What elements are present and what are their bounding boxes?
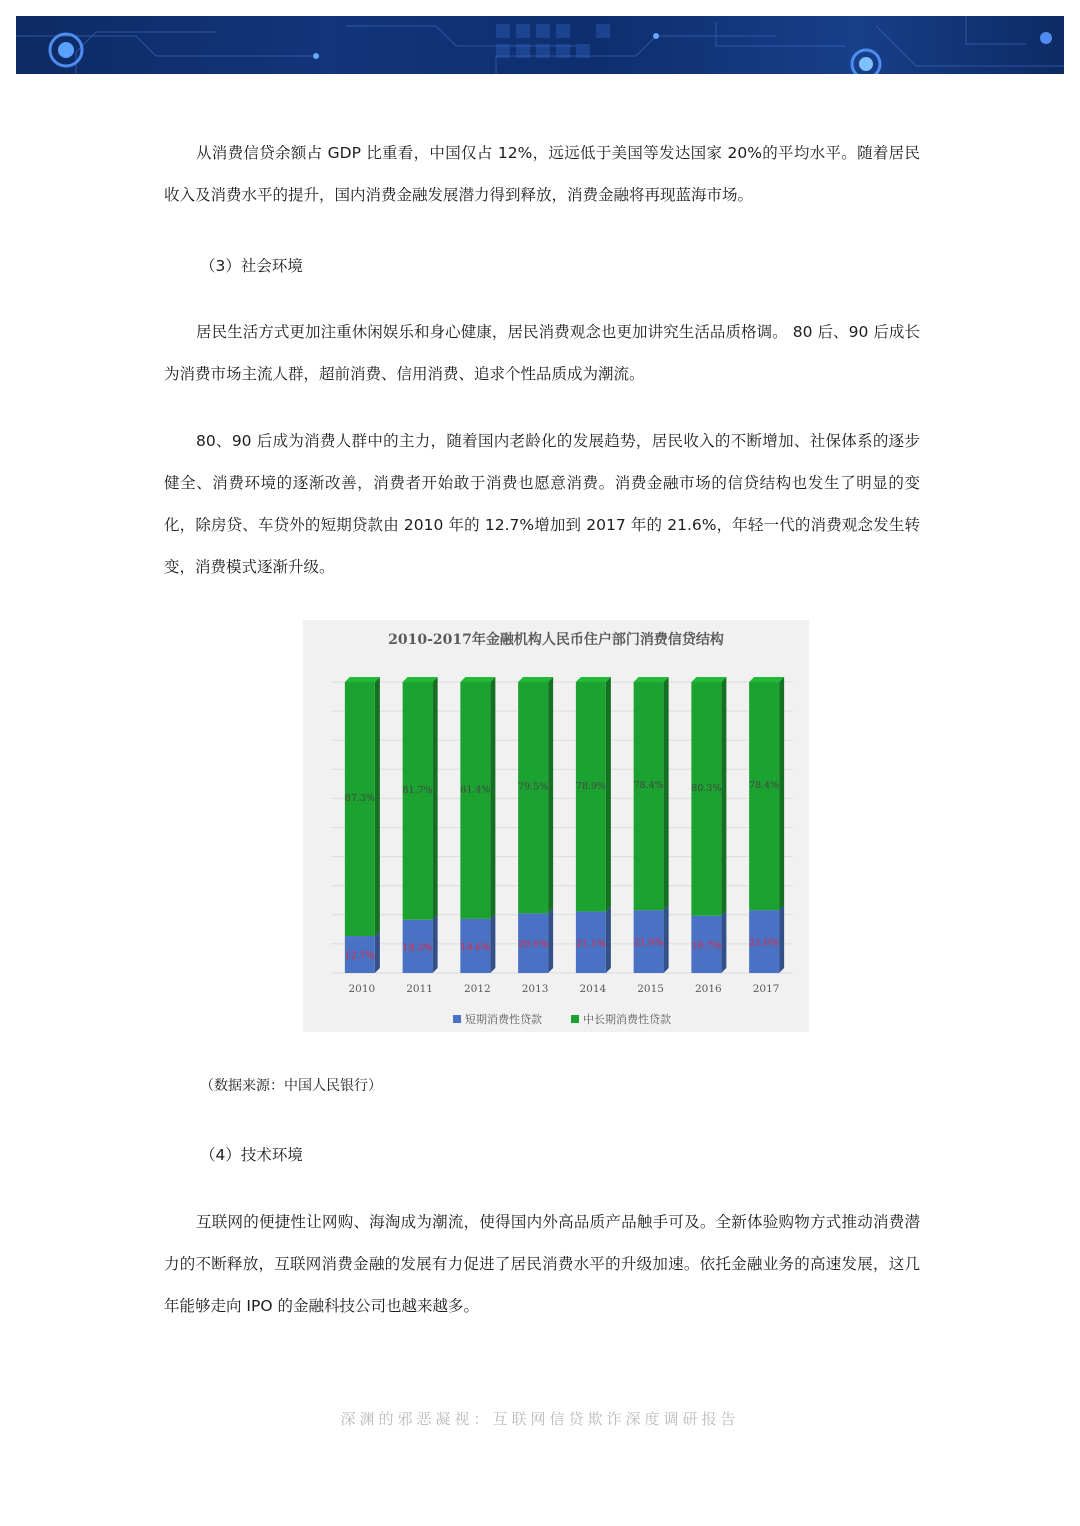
bar-side-long-term	[375, 677, 380, 936]
header-banner	[16, 16, 1064, 74]
bar-side-long-term	[490, 677, 495, 919]
paragraph-internet: 互联网的便捷性让网购、海淘成为潮流，使得国内外高品质产品触手可及。全新体验购物方式推动消费潜力的不断释放，互联网消费金融的发展有力促进了居民消费水平的升级加速。依托金融业务的高速发展，这几年能够走向 IPO 的金融科技公司也越来越多。	[164, 1213, 920, 1315]
data-label-short-term: 21.6%	[633, 937, 664, 949]
data-label-long-term: 78.4%	[633, 780, 664, 792]
bar-side-long-term	[548, 677, 553, 913]
circuit-pattern-icon	[16, 16, 1064, 74]
bar-top-long-term	[691, 677, 726, 682]
bar-top-long-term	[403, 677, 438, 682]
paragraph-credit-structure: 80、90 后成为消费人群中的主力，随着国内老龄化的发展趋势，居民收入的不断增加、社保体系的逐步健全、消费环境的逐渐改善，消费者开始敢于消费也愿意消费。消费金融市场的信贷结构也发生了明显的变化，除房贷、车贷外的短期贷款由 2010 年的 12.7%增加到 2017 年的 21.6%，年轻一代的消费观念发生转变，消费模式逐渐升级。	[164, 432, 920, 576]
x-tick-label: 2012	[464, 983, 491, 995]
data-label-long-term: 78.4%	[749, 780, 780, 792]
bar-long-term	[403, 682, 433, 920]
bar-side-short-term	[606, 907, 611, 973]
paragraph-lifestyle: 居民生活方式更加注重休闲娱乐和身心健康，居民消费观念也更加讲究生活品质格调。 80 后、90 后成长为消费市场主流人群，超前消费、信用消费、追求个性品质成为潮流。	[164, 323, 920, 383]
bar-long-term	[691, 682, 721, 916]
bar-side-short-term	[375, 931, 380, 973]
bar-side-short-term	[548, 908, 553, 973]
heading-social-environment: （3）社会环境	[200, 257, 303, 275]
bar-top-long-term	[518, 677, 553, 682]
bar-top-long-term	[634, 677, 669, 682]
bar-long-term	[518, 682, 548, 913]
data-label-long-term: 87.3%	[344, 793, 375, 805]
bar-side-long-term	[606, 677, 611, 912]
x-tick-label: 2016	[695, 983, 722, 995]
bar-side-short-term	[664, 905, 669, 973]
legend-swatch-short-term	[453, 1015, 461, 1023]
bar-side-short-term	[779, 905, 784, 973]
page-footer: 深渊的邪恶凝视：互联网信贷欺诈深度调研报告	[340, 1410, 740, 1428]
x-tick-label: 2014	[579, 983, 607, 995]
bar-top-long-term	[576, 677, 611, 682]
data-label-short-term: 19.7%	[691, 940, 722, 952]
bar-side-long-term	[721, 677, 726, 916]
bar-long-term	[345, 682, 375, 936]
bar-top-long-term	[345, 677, 380, 682]
data-label-long-term: 81.7%	[402, 784, 433, 796]
data-label-short-term: 21.6%	[749, 937, 780, 949]
bar-top-long-term	[460, 677, 495, 682]
x-tick-label: 2010	[348, 983, 376, 995]
data-label-long-term: 81.4%	[460, 784, 491, 796]
x-tick-label: 2011	[406, 983, 433, 995]
legend-label-long-term: 中长期消费性贷款	[583, 1013, 671, 1026]
data-label-short-term: 21.1%	[575, 938, 606, 950]
data-label-short-term: 18.6%	[460, 941, 491, 953]
x-tick-label: 2015	[637, 983, 664, 995]
bar-top-long-term	[749, 677, 784, 682]
bar-long-term	[749, 682, 779, 910]
consumer-credit-chart	[303, 620, 809, 1032]
bar-long-term	[460, 682, 490, 919]
paragraph-gdp: 从消费信贷余额占 GDP 比重看，中国仅占 12%，远远低于美国等发达国家 20%的平均水平。随着居民收入及消费水平的提升，国内消费金融发展潜力得到释放，消费金融将再现蓝海市场。	[164, 144, 920, 204]
bar-side-long-term	[433, 677, 438, 920]
data-label-long-term: 79.5%	[518, 781, 549, 793]
bar-long-term	[576, 682, 606, 912]
bar-side-short-term	[433, 915, 438, 973]
bar-side-long-term	[779, 677, 784, 910]
bar-side-short-term	[490, 914, 495, 973]
heading-tech-environment: （4）技术环境	[200, 1146, 303, 1164]
data-source-note: （数据来源：中国人民银行）	[200, 1078, 382, 1094]
chart-svg	[303, 620, 809, 1032]
legend-label-short-term: 短期消费性贷款	[465, 1013, 542, 1026]
bar-long-term	[634, 682, 664, 910]
data-label-short-term: 18.3%	[402, 942, 433, 954]
legend-swatch-long-term	[571, 1015, 579, 1023]
x-tick-label: 2013	[521, 983, 549, 995]
bar-side-long-term	[664, 677, 669, 910]
data-label-long-term: 80.3%	[691, 782, 722, 794]
bar-side-short-term	[721, 911, 726, 973]
data-label-short-term: 20.5%	[518, 939, 549, 951]
data-label-long-term: 78.9%	[575, 780, 606, 792]
data-label-short-term: 12.7%	[344, 950, 375, 962]
x-tick-label: 2017	[752, 983, 780, 995]
chart-title: 2010-2017年金融机构人民币住户部门消费信贷结构	[388, 632, 724, 648]
